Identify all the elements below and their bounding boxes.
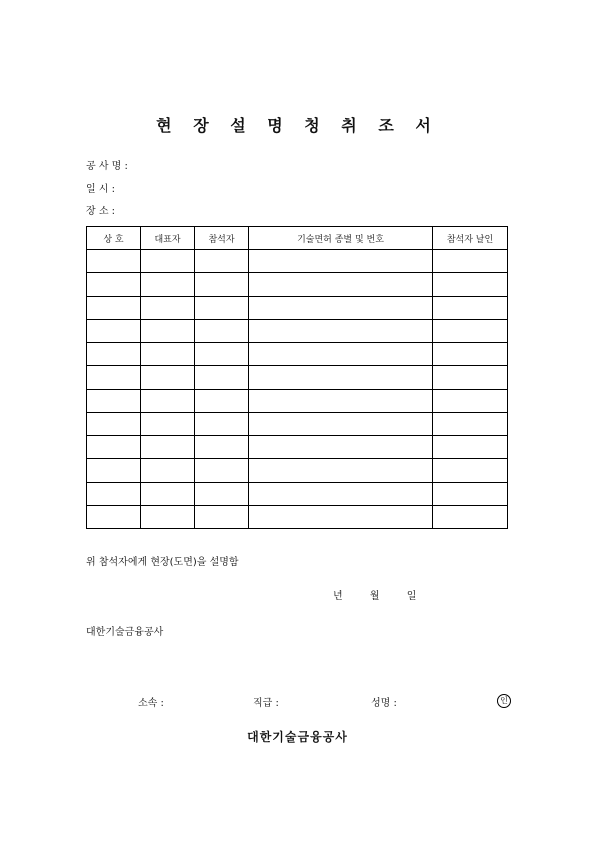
table-cell: [433, 366, 508, 389]
table-cell: [249, 366, 433, 389]
table-cell: [433, 296, 508, 319]
table-cell: [433, 343, 508, 366]
table-cell: [433, 412, 508, 435]
table-cell: [87, 505, 141, 528]
table-cell: [433, 459, 508, 482]
table-cell: [195, 296, 249, 319]
table-row: [87, 296, 508, 319]
table-cell: [87, 482, 141, 505]
header-representative: 대표자: [141, 227, 195, 250]
table-cell: [195, 319, 249, 342]
footer-organization: 대한기술금융공사: [247, 730, 348, 744]
header-company: 상 호: [87, 227, 141, 250]
table-cell: [141, 389, 195, 412]
table-row: [87, 389, 508, 412]
table-row: [87, 505, 508, 528]
table-row: [87, 366, 508, 389]
table-row: [87, 436, 508, 459]
table-cell: [195, 389, 249, 412]
table-row: [87, 459, 508, 482]
attendee-table-body: [87, 250, 508, 529]
table-cell: [433, 436, 508, 459]
table-cell: [141, 296, 195, 319]
table-cell: [87, 436, 141, 459]
table-cell: [87, 412, 141, 435]
table-cell: [141, 436, 195, 459]
date-month: 월: [369, 591, 380, 602]
table-row: [87, 482, 508, 505]
table-cell: [433, 273, 508, 296]
table-cell: [87, 319, 141, 342]
table-cell: [195, 343, 249, 366]
table-cell: [249, 482, 433, 505]
header-seal: 참석자 날인: [433, 227, 508, 250]
date-year: 년: [333, 591, 343, 602]
table-cell: [141, 482, 195, 505]
table-cell: [249, 343, 433, 366]
table-cell: [87, 296, 141, 319]
table-cell: [195, 366, 249, 389]
table-row: [87, 343, 508, 366]
table-cell: [249, 250, 433, 273]
table-cell: [195, 459, 249, 482]
table-cell: [87, 343, 141, 366]
header-license: 기술면허 종별 및 번호: [249, 227, 433, 250]
table-cell: [433, 319, 508, 342]
table-cell: [141, 343, 195, 366]
date-day: 일: [406, 591, 417, 602]
table-row: [87, 250, 508, 273]
project-name-label: 공 사 명 :: [86, 161, 128, 172]
table-cell: [249, 505, 433, 528]
table-cell: [141, 412, 195, 435]
table-cell: [249, 436, 433, 459]
table-row: [87, 412, 508, 435]
table-cell: [195, 412, 249, 435]
table-cell: [141, 459, 195, 482]
place-label: 장 소 :: [86, 206, 116, 217]
table-cell: [141, 505, 195, 528]
table-header-row: [87, 227, 508, 250]
seal-mark: 인: [497, 694, 511, 708]
table-cell: [249, 319, 433, 342]
table-cell: [195, 505, 249, 528]
table-cell: [87, 366, 141, 389]
date-line: [333, 587, 440, 602]
table-cell: [249, 389, 433, 412]
table-row: [87, 319, 508, 342]
table-row: [87, 273, 508, 296]
document-title: 현 장 설 명 청 취 조 서: [156, 116, 439, 135]
table-cell: [141, 250, 195, 273]
explanation-note: 위 참석자에게 현장(도면)을 설명함: [86, 557, 239, 568]
table-cell: [249, 459, 433, 482]
table-cell: [195, 436, 249, 459]
datetime-label: 일 시 :: [86, 184, 116, 195]
table-cell: [87, 459, 141, 482]
table-cell: [195, 273, 249, 296]
header-attendee: 참석자: [195, 227, 249, 250]
organization-name: 대한기술금융공사: [86, 627, 164, 638]
position-label: 직급 :: [253, 698, 279, 709]
table-cell: [249, 273, 433, 296]
table-cell: [433, 482, 508, 505]
table-cell: [249, 296, 433, 319]
affiliation-label: 소속 :: [138, 698, 164, 709]
attendee-table: [86, 226, 508, 529]
table-cell: [433, 389, 508, 412]
table-cell: [141, 366, 195, 389]
table-cell: [141, 319, 195, 342]
table-cell: [249, 412, 433, 435]
table-cell: [433, 505, 508, 528]
table-cell: [195, 250, 249, 273]
name-label: 성명 :: [371, 698, 397, 709]
table-cell: [195, 482, 249, 505]
table-cell: [433, 250, 508, 273]
table-cell: [141, 273, 195, 296]
table-cell: [87, 250, 141, 273]
table-cell: [87, 273, 141, 296]
table-cell: [87, 389, 141, 412]
